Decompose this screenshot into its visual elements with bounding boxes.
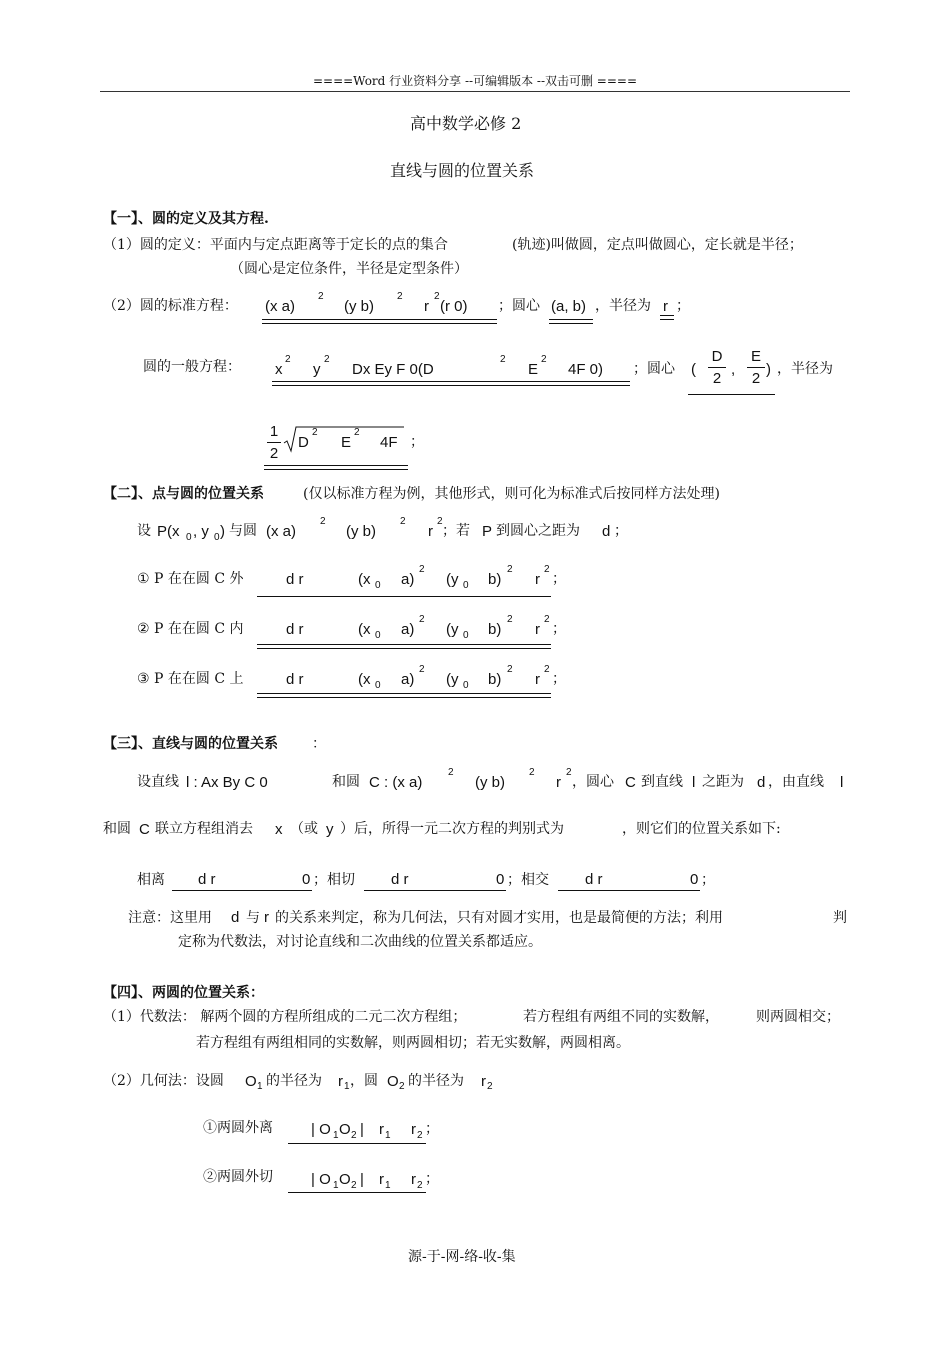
sup: 2 [354, 427, 360, 438]
sub: 1 [385, 1130, 391, 1141]
s2-setup-4: 到圆心之距为 [496, 523, 580, 539]
point-P2: P [482, 523, 493, 540]
s3-l2-d: ）后，所得一元二次方程的判别式为 [340, 821, 564, 837]
header-rule [100, 91, 850, 92]
semicolon: ； [676, 298, 690, 314]
std-center: (a, b) [551, 298, 587, 315]
setup-r: r [428, 523, 433, 540]
case-x: (x [358, 621, 371, 638]
std-eq-r: r [424, 298, 429, 315]
s1-definition-c: （圆心是定位条件，半径是定型条件） [230, 261, 468, 277]
case-x: (x [358, 671, 371, 688]
std-eq-y: (y b) [344, 298, 374, 315]
tan-dr: d r [391, 871, 409, 888]
section4-heading: 【四】、两圆的位置关系： [103, 985, 264, 1001]
geo-r1: r [338, 1073, 343, 1090]
sup: 2 [324, 354, 330, 365]
sup: 2 [419, 564, 425, 575]
sup: 2 [500, 354, 506, 365]
sup: 2 [312, 427, 318, 438]
sup: 2 [544, 564, 550, 575]
circle-eq: C : (x a) [369, 774, 423, 791]
std-radius-label: ，半径为 [595, 298, 651, 314]
s3-l1-c: ，圆心 [572, 774, 614, 790]
gen-eq-underline [272, 381, 630, 386]
circle-C: C [139, 821, 150, 838]
sup: 2 [448, 767, 454, 778]
r2: r [411, 1171, 416, 1188]
semicolon: ； [552, 571, 566, 587]
case-a: a) [401, 571, 415, 588]
case-dr: d r [286, 621, 304, 638]
sup: 2 [507, 614, 513, 625]
abs-O1: | O [311, 1121, 331, 1138]
sep-zero: 0 [302, 871, 311, 888]
paren: ( [691, 361, 696, 378]
gen-eq-y: y [313, 361, 321, 378]
sub: 0 [186, 532, 192, 543]
std-center-underline [549, 319, 593, 324]
note-d: d [231, 909, 240, 926]
section2-heading: 【二】、点与圆的位置关系 [103, 486, 264, 502]
sub: 2 [417, 1180, 423, 1191]
sep-dr: d r [198, 871, 216, 888]
abs-bar: | [360, 1171, 364, 1188]
sub: 0 [375, 580, 381, 591]
case-b: b) [488, 571, 502, 588]
case-b: b) [488, 621, 502, 638]
comma: , [731, 361, 736, 378]
gen-center-label: ；圆心 [633, 361, 675, 377]
c2-label: ②两圆外切 [203, 1169, 273, 1185]
sub: 0 [463, 580, 469, 591]
var-x: x [275, 821, 283, 838]
int-underline [558, 890, 700, 891]
semicolon: ； [410, 434, 424, 450]
case-underline [257, 596, 551, 597]
alg-b: 若方程组有两组不同的实数解， [523, 1009, 719, 1025]
sup: 2 [320, 516, 326, 527]
semicolon: ； [701, 872, 715, 888]
case-underline [257, 644, 551, 649]
std-eq-cond: (r 0) [440, 298, 468, 315]
sub: 0 [214, 532, 220, 543]
sub: 2 [351, 1180, 357, 1191]
abs-O1: | O [311, 1171, 331, 1188]
alg-a: （1）代数法： 解两个圆的方程所组成的二元二次方程组； [103, 1009, 467, 1025]
alg-c: 则两圆相交； [756, 1009, 840, 1025]
std-radius: r [663, 298, 668, 315]
s3-l1-b: 和圆 [332, 774, 360, 790]
page-footer: 源-于-网-络-收-集 [408, 1249, 516, 1265]
s3-l2-a: 和圆 [103, 821, 131, 837]
gen-eq-rest: Dx Ey F 0(D [352, 361, 434, 378]
page-header: ====Word 行业资料分享 --可编辑版本 --双击可删 ==== [312, 74, 638, 88]
r2: r [411, 1121, 416, 1138]
setup-eq2: (y b) [346, 523, 376, 540]
sqrt-F: 4F [380, 434, 398, 451]
semicolon: ； [552, 671, 566, 687]
case-dr: d r [286, 671, 304, 688]
case-y: (y [446, 671, 459, 688]
s3-l2-e: ，则它们的位置关系如下: [622, 821, 781, 837]
sup: 2 [400, 516, 406, 527]
s3-l1-d: 到直线 [641, 774, 683, 790]
c1-label: ①两圆外离 [203, 1120, 273, 1136]
dist-d: d [602, 523, 611, 540]
semicolon: ； [425, 1171, 439, 1187]
case-dr: d r [286, 571, 304, 588]
s2-setup-3: ；若 [442, 523, 470, 539]
sqrt-D: D [298, 434, 309, 451]
sub: 1 [333, 1130, 339, 1141]
sub: 1 [257, 1081, 263, 1092]
gen-eq-f: 4F 0) [568, 361, 604, 378]
dist-d: d [757, 774, 766, 791]
geo-d: 的半径为 [408, 1073, 464, 1089]
sup: 2 [541, 354, 547, 365]
sep-label: 相离 [137, 872, 165, 888]
sub: 0 [375, 680, 381, 691]
s3-l1-f: ，由直线 [768, 774, 824, 790]
geo-r2: r [481, 1073, 486, 1090]
case-label: ③ P 在在圆 C 上 [137, 671, 244, 687]
sub: 1 [333, 1180, 339, 1191]
geo-c: ，圆 [350, 1073, 378, 1089]
case-b: b) [488, 671, 502, 688]
semicolon: ； [552, 621, 566, 637]
sup: 2 [434, 291, 440, 302]
sub: 1 [385, 1180, 391, 1191]
gen-eq-e: E [528, 361, 539, 378]
case-x: (x [358, 571, 371, 588]
r1: r [379, 1121, 384, 1138]
sub: 0 [375, 630, 381, 641]
frac-E2: E 2 [747, 349, 765, 386]
point-y: , y [193, 523, 209, 540]
note-a: 注意：这里用 [128, 910, 212, 926]
geo-b: 的半径为 [266, 1073, 322, 1089]
sub: 2 [351, 1130, 357, 1141]
point-close: ) [220, 523, 225, 540]
case-underline [257, 693, 551, 698]
abs-bar: | [360, 1121, 364, 1138]
sub: 0 [463, 630, 469, 641]
geo-a: （2）几何法：设圆 [103, 1073, 224, 1089]
sup: 2 [507, 664, 513, 675]
case-label: ② P 在在圆 C 内 [137, 621, 244, 637]
gen-radius-label: ，半径为 [777, 361, 833, 377]
var-y: y [326, 821, 334, 838]
std-center-label: ；圆心 [498, 298, 540, 314]
sup: 2 [507, 564, 513, 575]
title-course: 高中数学必修 2 [410, 114, 522, 133]
c2-underline [288, 1192, 426, 1193]
sub: 2 [417, 1130, 423, 1141]
sup: 2 [544, 664, 550, 675]
sqrt-E: E [341, 434, 352, 451]
case-y: (y [446, 571, 459, 588]
tan-zero: 0 [496, 871, 505, 888]
r1: r [379, 1171, 384, 1188]
center-C: C [625, 774, 636, 791]
gen-center-underline [688, 394, 775, 395]
s2-setup-2: 与圆 [229, 523, 257, 539]
geo-O1: O [245, 1073, 257, 1090]
s1-std-label: （2）圆的标准方程： [103, 298, 238, 314]
sup: 2 [529, 767, 535, 778]
tan-underline [364, 890, 506, 891]
sup: 2 [285, 354, 291, 365]
s2-setup-1: 设 [137, 523, 151, 539]
s1-gen-label: 圆的一般方程： [143, 359, 241, 375]
frac-D2: D 2 [708, 349, 726, 386]
s3-l2-c: （或 [290, 821, 318, 837]
gen-eq-x: x [275, 361, 283, 378]
note-r: r [264, 909, 269, 926]
sup: 2 [566, 767, 572, 778]
s3-l2-b: 联立方程组消去 [155, 821, 253, 837]
section3-heading: 【三】、直线与圆的位置关系 [103, 736, 278, 752]
std-eq-x: (x a) [265, 298, 295, 315]
title-topic: 直线与圆的位置关系 [390, 161, 535, 180]
std-eq-underline [262, 319, 497, 324]
sup: 2 [397, 291, 403, 302]
semicolon: ； [614, 523, 628, 539]
abs-O2: O [339, 1171, 351, 1188]
sup: 2 [437, 516, 443, 527]
semicolon: ； [425, 1121, 439, 1137]
sup: 2 [544, 614, 550, 625]
note-d2: 定称为代数法，对讨论直线和二次曲线的位置关系都适应。 [178, 934, 542, 950]
note-c: 的关系来判定，称为几何法，只有对圆才实用，也是最简便的方法；利用 [275, 910, 723, 926]
sup: 2 [318, 291, 324, 302]
section1-heading: 【一】、圆的定义及其方程. [103, 211, 269, 227]
sub: 2 [487, 1081, 493, 1092]
circle-eq2: (y b) [475, 774, 505, 791]
sub: 0 [463, 680, 469, 691]
line-eq: l : Ax By C 0 [186, 774, 268, 791]
setup-eq: (x a) [266, 523, 296, 540]
sub: 2 [399, 1081, 405, 1092]
paren: ) [766, 361, 771, 378]
s3-l1-a: 设直线 [137, 774, 179, 790]
case-r: r [535, 621, 540, 638]
sup: 2 [419, 664, 425, 675]
section2-note: (仅以标准方程为例，其他形式，则可化为标准式后按同样方法处理) [303, 486, 720, 502]
int-zero: 0 [690, 871, 699, 888]
case-a: a) [401, 671, 415, 688]
case-r: r [535, 571, 540, 588]
s1-definition-a: （1）圆的定义：平面内与定点距离等于定长的点的集合 [103, 237, 448, 253]
line-l: l [692, 774, 696, 791]
sep-underline [172, 890, 312, 891]
int-dr: d r [585, 871, 603, 888]
radius-underline [264, 465, 408, 470]
case-y: (y [446, 621, 459, 638]
abs-O2: O [339, 1121, 351, 1138]
point-P: P(x [157, 523, 180, 540]
geo-O2: O [387, 1073, 399, 1090]
case-label: ① P 在在圆 C 外 [137, 571, 244, 587]
alg-d: 若方程组有两组相同的实数解，则两圆相切；若无实数解，两圆相离。 [196, 1035, 630, 1051]
sup: 2 [419, 614, 425, 625]
colon: ： [312, 736, 326, 752]
s1-definition-b: (轨迹)叫做圆，定点叫做圆心，定长就是半径； [512, 237, 803, 253]
c1-underline [288, 1143, 426, 1144]
std-radius-underline [660, 315, 674, 320]
int-label: ；相交 [507, 872, 549, 888]
sub: 1 [344, 1081, 350, 1092]
line-l2: l [840, 774, 844, 791]
s3-l1-e: 之距为 [702, 774, 744, 790]
circle-r: r [556, 774, 561, 791]
note-judge: 判 [833, 910, 847, 926]
case-r: r [535, 671, 540, 688]
frac-half: 1 2 [267, 424, 281, 461]
note-b: 与 [246, 910, 260, 926]
tan-label: ；相切 [313, 872, 355, 888]
case-a: a) [401, 621, 415, 638]
